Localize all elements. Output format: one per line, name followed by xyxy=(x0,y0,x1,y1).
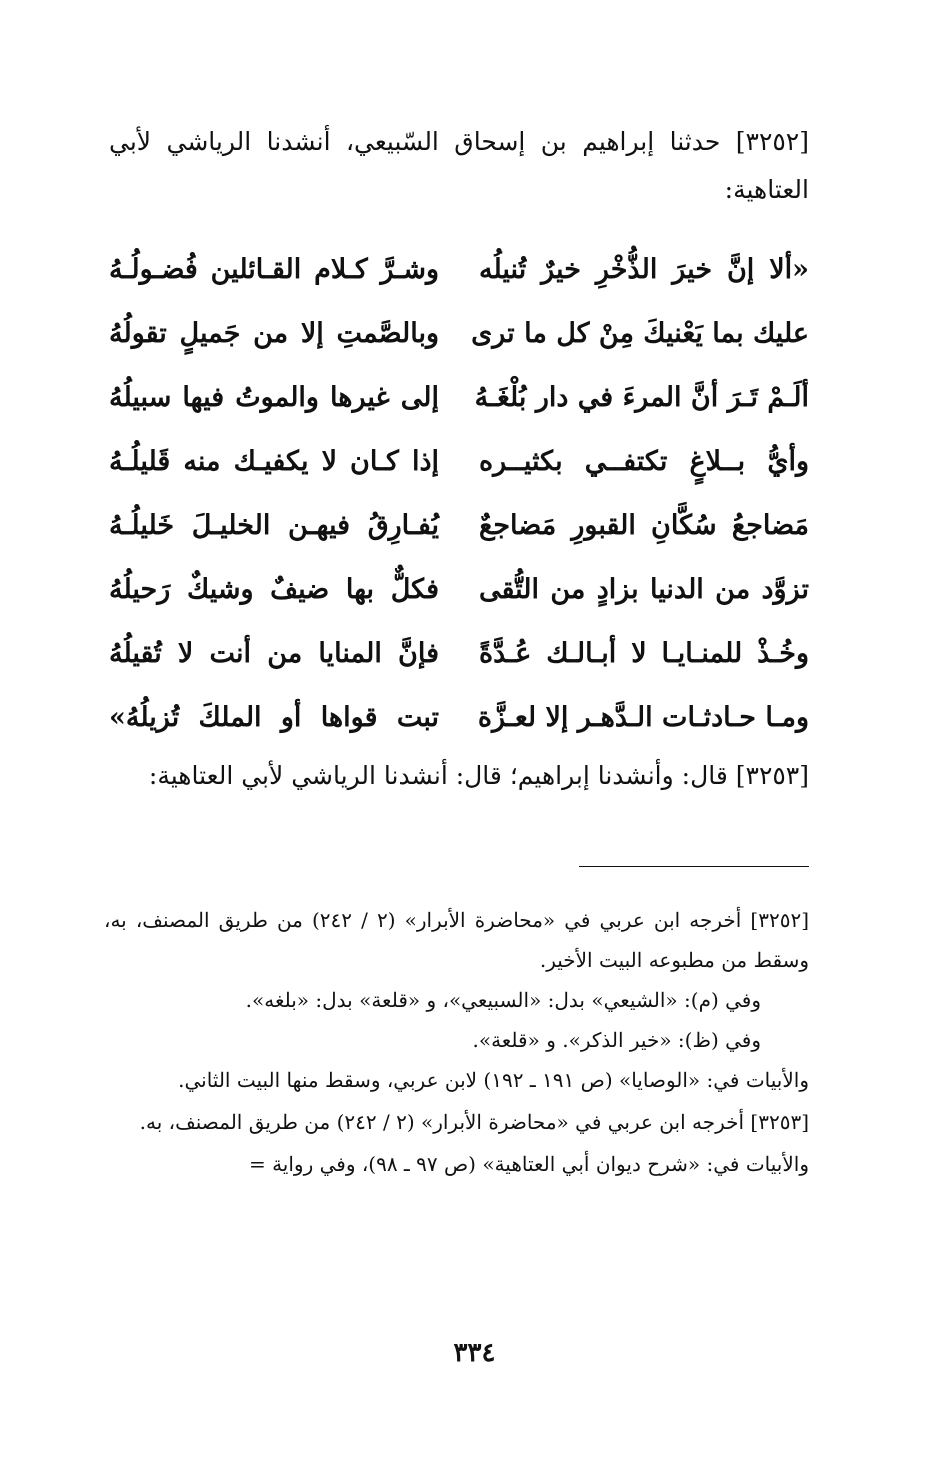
footnotes xyxy=(104,900,809,1184)
verse-4 xyxy=(109,429,809,493)
verse-7-first-hemistich: وخُـذْ للمنـايـا لا أبـالـك عُـدَّةً xyxy=(479,637,809,669)
verse-3-second-hemistich: إلى غيرها والموتُ فيها سبيلُهُ xyxy=(109,381,439,413)
verse-7 xyxy=(109,621,809,685)
verse-1-second-hemistich: وشـرَّ كـلام القـائلين فُضـولُـهُ xyxy=(109,253,439,285)
entry-3253-intro: [٣٢٥٣] قال: وأنشدنا إبراهيم؛ قال: أنشدنا الرياشي لأبي العتاهية: xyxy=(148,761,809,790)
verse-5-second-hemistich: يُفـارِقُ فيهـن الخليـلَ خَليلُـهُ xyxy=(109,509,439,541)
verse-8-second-hemistich: تبت قواها أو الملكَ تُزيلُهُ» xyxy=(109,701,439,733)
verse-3 xyxy=(109,365,809,429)
verse-5 xyxy=(109,493,809,557)
verse-6 xyxy=(109,557,809,621)
verse-4-second-hemistich: إذا كـان لا يكفيـك منه قَليلُـهُ xyxy=(109,445,439,477)
verse-4-first-hemistich: وأيُّ بــلاغٍ تكتفــي بكثيــره xyxy=(479,445,809,477)
footnote-3253-source: [٣٢٥٣] أخرجه ابن عربي في «محاضرة الأبرار» (٢ / ٢٤٢) من طريق المصنف، به. xyxy=(139,1110,809,1134)
verse-1-first-hemistich: «ألا إنَّ خيرَ الذُّخْرِ خيرٌ تُنيلُه xyxy=(479,253,809,285)
footnote-3252-parallel: والأبيات في: «الوصايا» (ص ١٩١ ـ ١٩٢) لابن عربي، وسقط منها البيت الثاني. xyxy=(178,1068,809,1092)
verse-1 xyxy=(109,237,809,301)
verse-7-second-hemistich: فإنَّ المنايا من أنت لا تُقيلُهُ xyxy=(109,637,439,669)
footnote-variant-z: وفي (ظ): «خير الذكر». و «قلعة». xyxy=(472,1028,761,1052)
verse-2-first-hemistich: عليك بما يَعْنيكَ مِنْ كل ما ترى xyxy=(471,317,809,349)
footnote-3252-source: [٣٢٥٢] أخرجه ابن عربي في «محاضرة الأبرار» (٢ / ٢٤٢) من طريق المصنف، به، وسقط من مطبوعه البيت الأخير. xyxy=(104,908,809,972)
verse-3-first-hemistich: ألَـمْ تَـرَ أنَّ المرءَ في دار بُلْغَـهُ xyxy=(474,381,809,413)
verse-2 xyxy=(109,301,809,365)
verse-5-first-hemistich: مَضاجعُ سُكَّانِ القبورِ مَضاجعٌ xyxy=(479,509,809,541)
verse-6-second-hemistich: فكلٌّ بها ضيفٌ وشيكٌ رَحيلُهُ xyxy=(109,573,439,605)
page-number: ٣٣٤ xyxy=(453,1338,496,1368)
poem xyxy=(109,237,809,749)
footnote-variant-m: وفي (م): «الشيعي» بدل: «السبيعي»، و «قلعة» بدل: «بلغه». xyxy=(245,988,761,1012)
entry-3252-intro: [٣٢٥٢] حدثنا إبراهيم بن إسحاق السّبيعي، أنشدنا الرياشي لأبي العتاهية: xyxy=(109,127,809,204)
footnote-separator xyxy=(579,866,809,867)
footnote-3253-parallel: والأبيات في: «شرح ديوان أبي العتاهية» (ص ٩٧ ـ ٩٨)، وفي رواية = xyxy=(248,1152,809,1176)
verse-8 xyxy=(109,685,809,749)
verse-8-first-hemistich: ومـا حـادثـات الـدَّهـر إلا لعـزَّة xyxy=(477,701,809,733)
verse-6-first-hemistich: تزوَّد من الدنيا بزادٍ من التُّقى xyxy=(479,573,809,605)
verse-2-second-hemistich: وبالصَّمتِ إلا من جَميلٍ تقولُهُ xyxy=(109,317,439,349)
